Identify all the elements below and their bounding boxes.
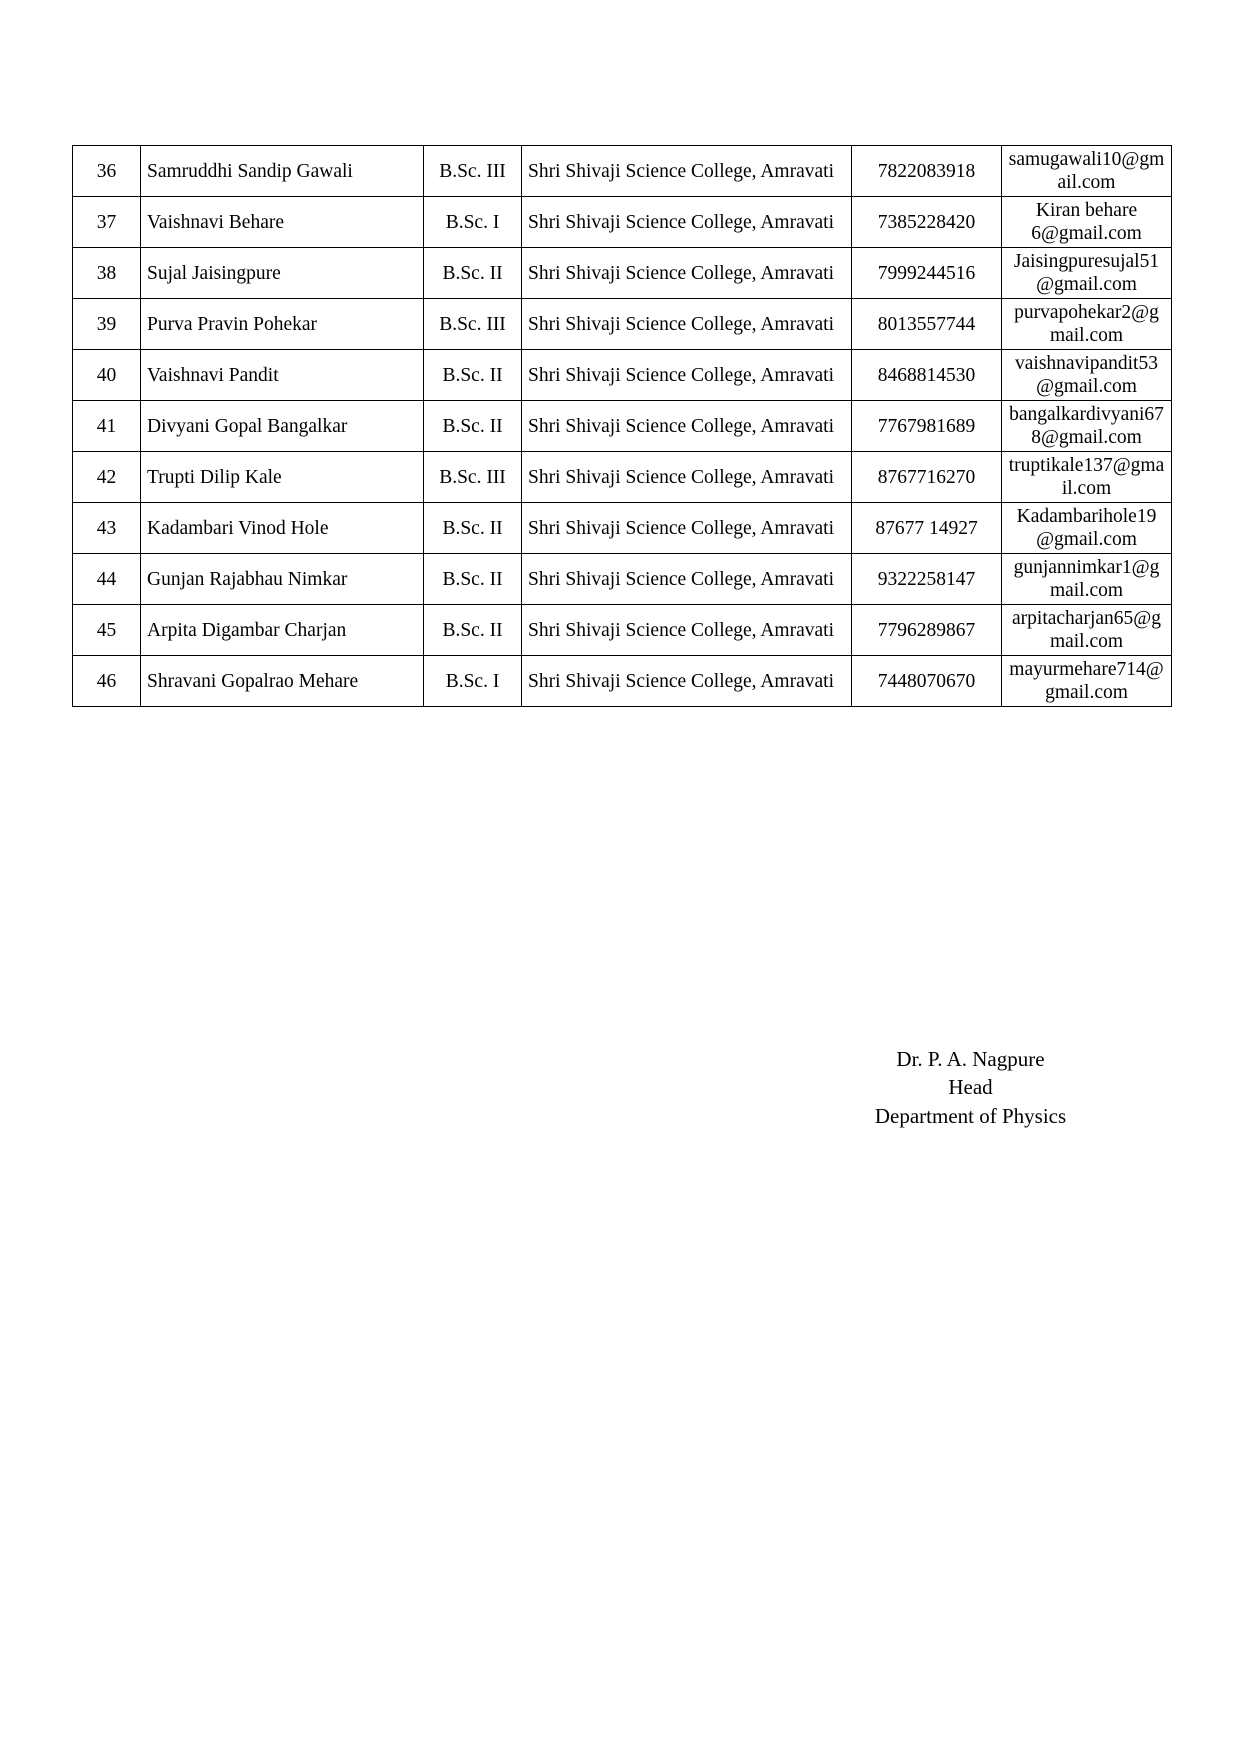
table-row <box>73 146 1172 197</box>
cell-mobile: 87677 14927 <box>852 503 1002 554</box>
cell-college: Shri Shivaji Science College, Amravati <box>522 605 852 656</box>
cell-class: B.Sc. II <box>424 554 522 605</box>
table-body <box>73 146 1172 707</box>
cell-mobile: 8767716270 <box>852 452 1002 503</box>
cell-email: Kiran behare 6@gmail.com <box>1002 197 1172 248</box>
cell-college: Shri Shivaji Science College, Amravati <box>522 197 852 248</box>
cell-college: Shri Shivaji Science College, Amravati <box>522 146 852 197</box>
table-row <box>73 452 1172 503</box>
cell-college: Shri Shivaji Science College, Amravati <box>522 299 852 350</box>
cell-email: truptikale137@gmail.com <box>1002 452 1172 503</box>
cell-name: Sujal Jaisingpure <box>141 248 424 299</box>
signature-block <box>0 1045 1241 1130</box>
cell-name: Divyani Gopal Bangalkar <box>141 401 424 452</box>
cell-class: B.Sc. II <box>424 350 522 401</box>
cell-class: B.Sc. II <box>424 401 522 452</box>
cell-mobile: 7385228420 <box>852 197 1002 248</box>
cell-sr: 37 <box>73 197 141 248</box>
cell-name: Shravani Gopalrao Mehare <box>141 656 424 707</box>
cell-name: Purva Pravin Pohekar <box>141 299 424 350</box>
cell-sr: 43 <box>73 503 141 554</box>
table-row <box>73 401 1172 452</box>
cell-email: arpitacharjan65@gmail.com <box>1002 605 1172 656</box>
cell-name: Kadambari Vinod Hole <box>141 503 424 554</box>
cell-mobile: 8013557744 <box>852 299 1002 350</box>
cell-email: samugawali10@gmail.com <box>1002 146 1172 197</box>
table-row <box>73 248 1172 299</box>
table-row <box>73 299 1172 350</box>
cell-college: Shri Shivaji Science College, Amravati <box>522 554 852 605</box>
cell-class: B.Sc. III <box>424 299 522 350</box>
cell-name: Gunjan Rajabhau Nimkar <box>141 554 424 605</box>
signatory-department: Department of Physics <box>874 1103 1067 1128</box>
cell-class: B.Sc. II <box>424 503 522 554</box>
signatory-designation: Head <box>948 1075 993 1100</box>
student-table <box>72 145 1172 707</box>
cell-sr: 40 <box>73 350 141 401</box>
cell-name: Samruddhi Sandip Gawali <box>141 146 424 197</box>
table-row <box>73 197 1172 248</box>
cell-mobile: 7796289867 <box>852 605 1002 656</box>
table-row <box>73 656 1172 707</box>
signatory-name: Dr. P. A. Nagpure <box>896 1047 1045 1071</box>
cell-email: purvapohekar2@gmail.com <box>1002 299 1172 350</box>
cell-class: B.Sc. III <box>424 146 522 197</box>
cell-email: bangalkardivyani678@gmail.com <box>1002 401 1172 452</box>
cell-class: B.Sc. I <box>424 656 522 707</box>
cell-sr: 41 <box>73 401 141 452</box>
cell-college: Shri Shivaji Science College, Amravati <box>522 656 852 707</box>
cell-mobile: 7767981689 <box>852 401 1002 452</box>
cell-class: B.Sc. I <box>424 197 522 248</box>
cell-college: Shri Shivaji Science College, Amravati <box>522 248 852 299</box>
cell-email: mayurmehare714@gmail.com <box>1002 656 1172 707</box>
cell-mobile: 9322258147 <box>852 554 1002 605</box>
cell-mobile: 7822083918 <box>852 146 1002 197</box>
table-row <box>73 605 1172 656</box>
cell-name: Vaishnavi Pandit <box>141 350 424 401</box>
cell-college: Shri Shivaji Science College, Amravati <box>522 452 852 503</box>
cell-mobile: 7448070670 <box>852 656 1002 707</box>
cell-email: Kadambarihole19@gmail.com <box>1002 503 1172 554</box>
cell-class: B.Sc. II <box>424 248 522 299</box>
cell-email: Jaisingpuresujal51@gmail.com <box>1002 248 1172 299</box>
table-row <box>73 503 1172 554</box>
cell-college: Shri Shivaji Science College, Amravati <box>522 401 852 452</box>
table-row <box>73 554 1172 605</box>
cell-sr: 36 <box>73 146 141 197</box>
cell-sr: 39 <box>73 299 141 350</box>
cell-sr: 46 <box>73 656 141 707</box>
cell-email: vaishnavipandit53@gmail.com <box>1002 350 1172 401</box>
cell-mobile: 7999244516 <box>852 248 1002 299</box>
cell-college: Shri Shivaji Science College, Amravati <box>522 350 852 401</box>
cell-sr: 42 <box>73 452 141 503</box>
cell-mobile: 8468814530 <box>852 350 1002 401</box>
cell-sr: 45 <box>73 605 141 656</box>
table-row <box>73 350 1172 401</box>
cell-email: gunjannimkar1@gmail.com <box>1002 554 1172 605</box>
cell-class: B.Sc. II <box>424 605 522 656</box>
cell-sr: 38 <box>73 248 141 299</box>
cell-name: Arpita Digambar Charjan <box>141 605 424 656</box>
cell-college: Shri Shivaji Science College, Amravati <box>522 503 852 554</box>
cell-name: Trupti Dilip Kale <box>141 452 424 503</box>
cell-sr: 44 <box>73 554 141 605</box>
cell-class: B.Sc. III <box>424 452 522 503</box>
cell-name: Vaishnavi Behare <box>141 197 424 248</box>
